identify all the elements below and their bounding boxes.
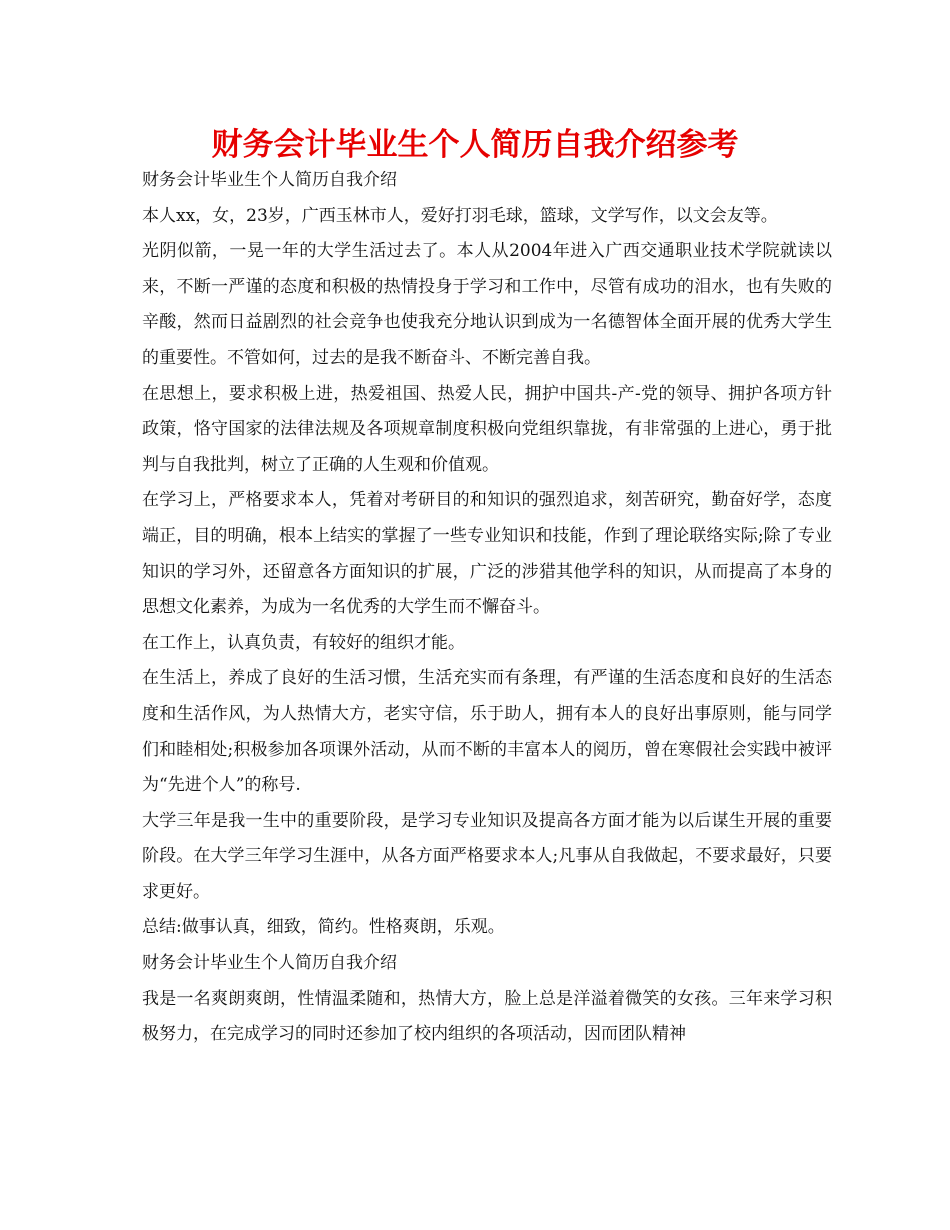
- paragraph: 光阴似箭，一晃一年的大学生活过去了。本人从2004年进入广西交通职业技术学院就读以来，不断一严谨的态度和积极的热情投身于学习和工作中，尽管有成功的泪水，也有失败的辛酸，然而日益剧烈的社会竞争也使我充分地认识到成为一名德智体全面开展的优秀大学生的重要性。不管如何，过去的是我不断奋斗、不断完善自我。: [142, 241, 832, 368]
- document-title: 财务会计毕业生个人简历自我介绍参考: [211, 127, 739, 163]
- paragraph: 我是一名爽朗爽朗，性情温柔随和，热情大方，脸上总是洋溢着微笑的女孩。三年来学习积极努力，在完成学习的同时还参加了校内组织的各项活动，因而团队精神: [142, 988, 832, 1045]
- paragraph: 在学习上，严格要求本人，凭着对考研目的和知识的强烈追求，刻苦研究，勤奋好学，态度端正，目的明确，根本上结实的掌握了一些专业知识和技能，作到了理论联络实际;除了专业知识的学习外，还留意各方面知识的扩展，广泛的涉猎其他学科的知识，从而提高了本身的思想文化素养，为成为一名优秀的大学生而不懈奋斗。: [142, 490, 832, 618]
- paragraph: 在思想上，要求积极上进，热爱祖国、热爱人民，拥护中国共-产-党的领导、拥护各项方针政策，恪守国家的法律法规及各项规章制度积极向党组织靠拢，有非常强的上进心，勇于批判与自我批判，树立了正确的人生观和价值观。: [142, 383, 832, 475]
- paragraph: 在生活上，养成了良好的生活习惯，生活充实而有条理，有严谨的生活态度和良好的生活态度和生活作风，为人热情大方，老实守信，乐于助人，拥有本人的良好出事原则，能与同学们和睦相处;积极参加各项课外活动，从而不断的丰富本人的阅历，曾在寒假社会实践中被评为“先进个人”的称号.: [142, 668, 832, 796]
- paragraph: 财务会计毕业生个人简历自我介绍: [142, 170, 397, 190]
- document-body: [142, 163, 832, 1053]
- paragraph: 本人xx，女，23岁，广西玉林市人，爱好打羽毛球，篮球，文学写作，以文会友等。: [142, 205, 778, 226]
- paragraph: 总结:做事认真，细致，简约。性格爽朗，乐观。: [142, 917, 505, 938]
- paragraph: 财务会计毕业生个人简历自我介绍: [142, 953, 397, 974]
- paragraph: 大学三年是我一生中的重要阶段，是学习专业知识及提高各方面才能为以后谋生开展的重要阶段。在大学三年学习生涯中，从各方面严格要求本人;凡事从自我做起，不要求最好，只要求更好。: [142, 810, 832, 902]
- paragraph: 在工作上，认真负责，有较好的组织才能。: [142, 632, 465, 653]
